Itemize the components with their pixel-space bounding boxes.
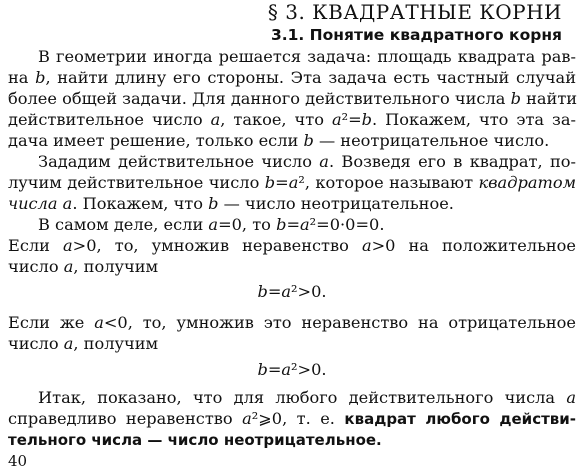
body-line: число a, получим [8,257,159,276]
body-line: тельного числа — число неотрицательное. [8,431,382,449]
subsection-title: 3.1. Понятие квадратного корня [270,26,562,44]
body-line: справедливо неравенство a²⩾0, т. е. квадрат любого действи- [8,409,577,428]
page-number: 40 [8,452,28,470]
formula: b=a²>0. [257,360,327,379]
body-line: число a, получим [8,334,159,353]
body-line: на b, найти длину его стороны. Эта задача есть частный случай [8,68,576,87]
body-line: Если же a<0, то, умножив это неравенство на отрицательное [8,313,577,332]
body-line: Если a>0, то, умножив неравенство a>0 на положительное [8,236,576,255]
body-line: Итак, показано, что для любого действительного числа a [38,388,576,407]
body-line: действительное число a, такое, что a²=b. Покажем, что эта за- [8,110,577,129]
section-title: § 3. КВАДРАТНЫЕ КОРНИ [267,0,562,24]
body-line: Зададим действительное число a. Возведя его в квадрат, по- [38,152,576,171]
body-line: лучим действительное число b=a², которое называют квадратом [8,173,576,192]
body-line: числа a. Покажем, что b — число неотрицательное. [8,194,454,213]
body-line: дача имеет решение, только если b — неотрицательное число. [8,131,550,150]
body-line: В геометрии иногда решается задача: площадь квадрата рав- [38,47,576,66]
body-line: В самом деле, если a=0, то b=a²=0·0=0. [38,215,385,234]
formula: b=a²>0. [257,282,327,301]
body-line: более общей задачи. Для данного действительного числа b найти [8,89,578,108]
